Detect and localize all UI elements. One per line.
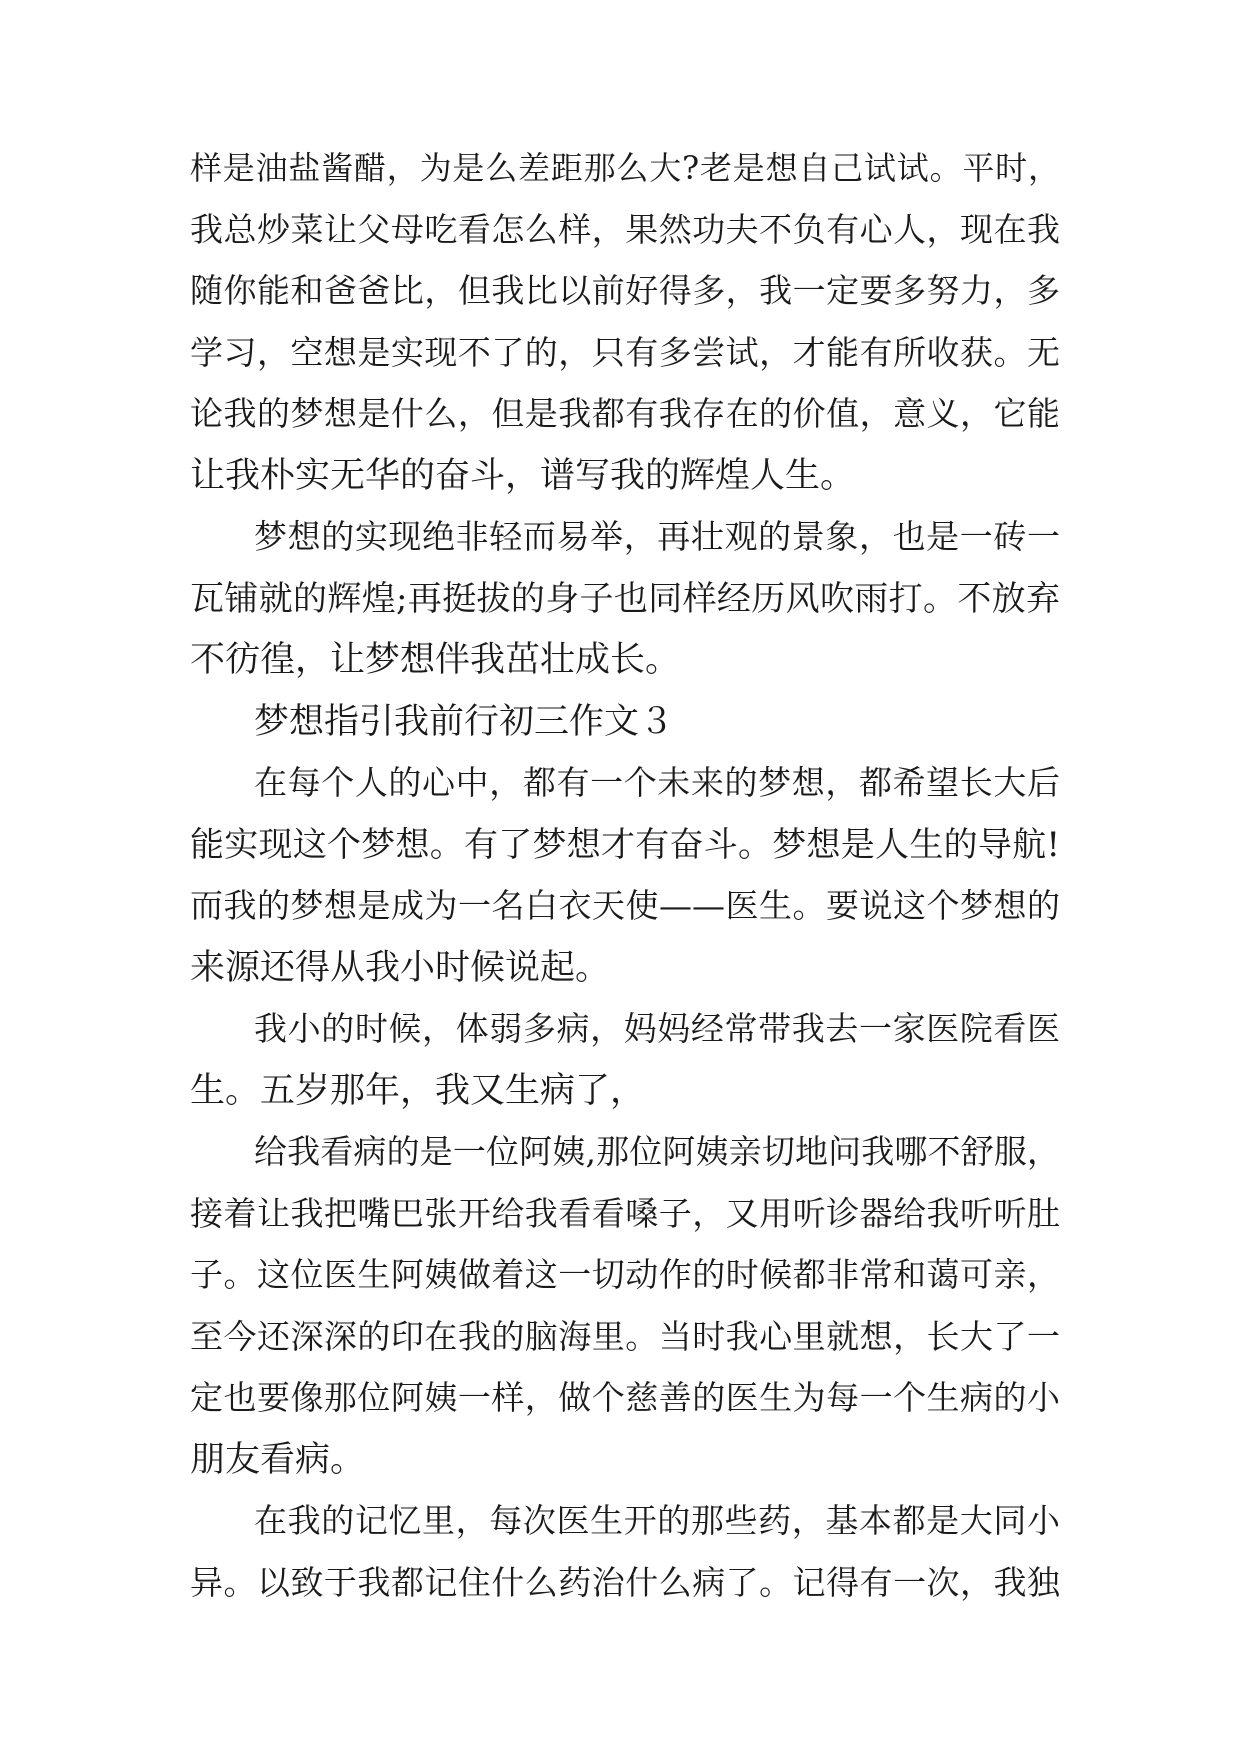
text-line: 定也要像那位阿姨一样，做个慈善的医生为每一个生病的小 [190, 1378, 1060, 1417]
text-line: 来源还得从我小时候说起。 [190, 948, 611, 988]
text-line: 子。这位医生阿姨做着这一切动作的时候都非常和蔼可亲， [190, 1255, 1060, 1294]
text-line: 而我的梦想是成为一名白衣天使——医生。要说这个梦想的 [190, 886, 1060, 925]
text-line: 论我的梦想是什么，但是我都有我存在的价值，意义，它能 [190, 394, 1060, 433]
text-line: 随你能和爸爸比，但我比以前好得多，我一定要多努力，多 [190, 271, 1060, 310]
text-line: 我总炒菜让父母吃看怎么样，果然功夫不负有心人，现在我 [190, 210, 1060, 249]
text-line: 能实现这个梦想。有了梦想才有奋斗。梦想是人生的导航! [190, 825, 1060, 865]
text-line: 不彷徨，让梦想伴我茁壮成长。 [190, 640, 681, 680]
text-line: 朋友看病。 [190, 1440, 366, 1480]
paragraph-first-line: 我小的时候，体弱多病，妈妈经常带我去一家医院看医 [254, 1009, 1060, 1048]
text-line: 至今还深深的印在我的脑海里。当时我心里就想，长大了一 [190, 1317, 1060, 1356]
text-line: 接着让我把嘴巴张开给我看看嗓子，又用听诊器给我听听肚 [190, 1194, 1060, 1233]
text-line: 学习，空想是实现不了的，只有多尝试，才能有所收获。无 [190, 333, 1060, 372]
text-line: 异。以致于我都记住什么药治什么病了。记得有一次，我独 [190, 1563, 1060, 1602]
paragraph-first-line: 在我的记忆里，每次医生开的那些药，基本都是大同小 [254, 1501, 1060, 1540]
paragraph-first-line: 梦想的实现绝非轻而易举，再壮观的景象，也是一砖一 [254, 517, 1060, 556]
paragraph-first-line: 在每个人的心中，都有一个未来的梦想，都希望长大后 [254, 763, 1060, 802]
text-line: 样是油盐酱醋，为是么差距那么大?老是想自己试试。平时， [190, 149, 1060, 187]
section-heading: 梦想指引我前行初三作文３ [254, 702, 675, 742]
text-line: 瓦铺就的辉煌;再挺拔的身子也同样经历风吹雨打。不放弃 [190, 579, 1061, 619]
text-line: 生。五岁那年，我又生病了， [190, 1071, 646, 1111]
paragraph-first-line: 给我看病的是一位阿姨,那位阿姨亲切地问我哪不舒服， [254, 1132, 1060, 1171]
text-line: 让我朴实无华的奋斗，谱写我的辉煌人生。 [190, 456, 856, 496]
